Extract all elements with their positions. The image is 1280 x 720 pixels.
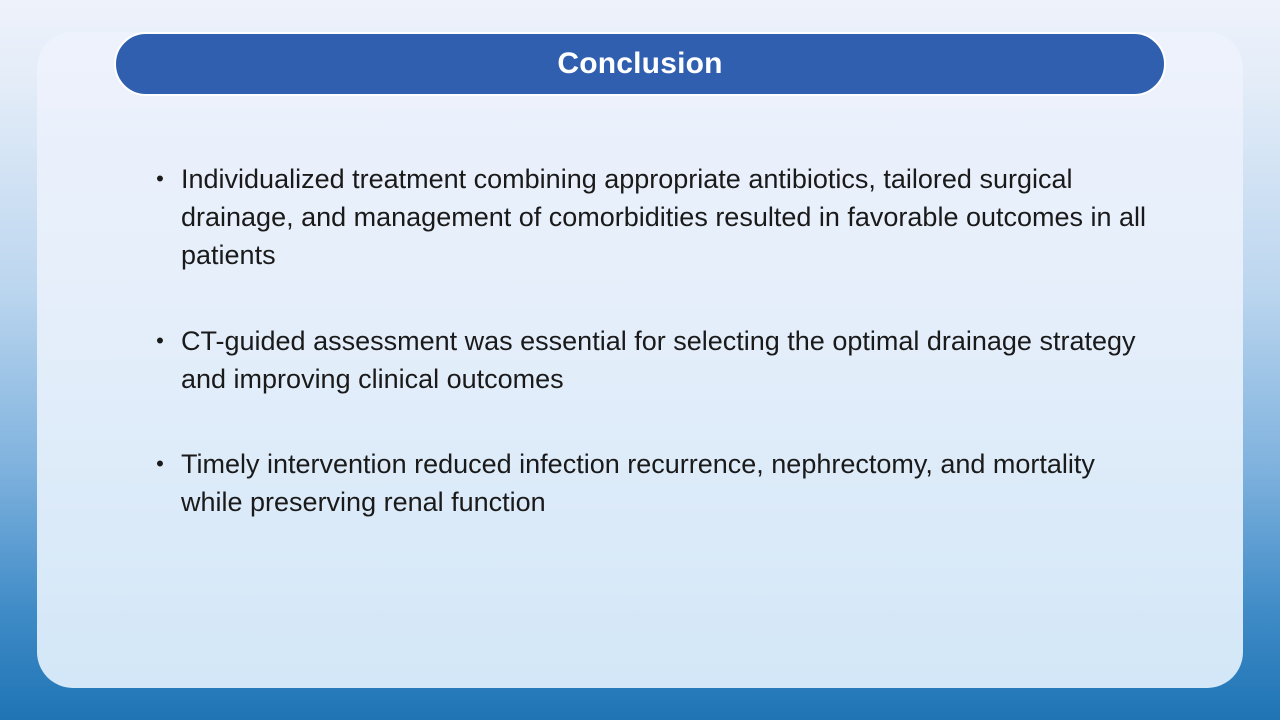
bullet-text-3: Timely intervention reduced infection recurrence, nephrectomy, and mortality while preserving renal function — [181, 449, 1095, 517]
bullet-text-1: Individualized treatment combining appropriate antibiotics, tailored surgical drainage, and management of comorbidities resulted in favorable outcomes in all patients — [181, 164, 1147, 270]
title-banner — [114, 32, 1166, 96]
bullet-icon: • — [156, 328, 164, 353]
slide-title: Conclusion — [557, 47, 723, 80]
bullet-list — [150, 160, 1160, 569]
bullet-item-1 — [150, 160, 1160, 274]
bullet-icon: • — [156, 166, 164, 191]
bullet-text-2: CT-guided assessment was essential for selecting the optimal drainage strategy and improving clinical outcomes — [181, 326, 1136, 394]
bullet-icon: • — [156, 451, 164, 476]
bullet-item-2 — [150, 322, 1160, 398]
bullet-item-3 — [150, 445, 1160, 521]
